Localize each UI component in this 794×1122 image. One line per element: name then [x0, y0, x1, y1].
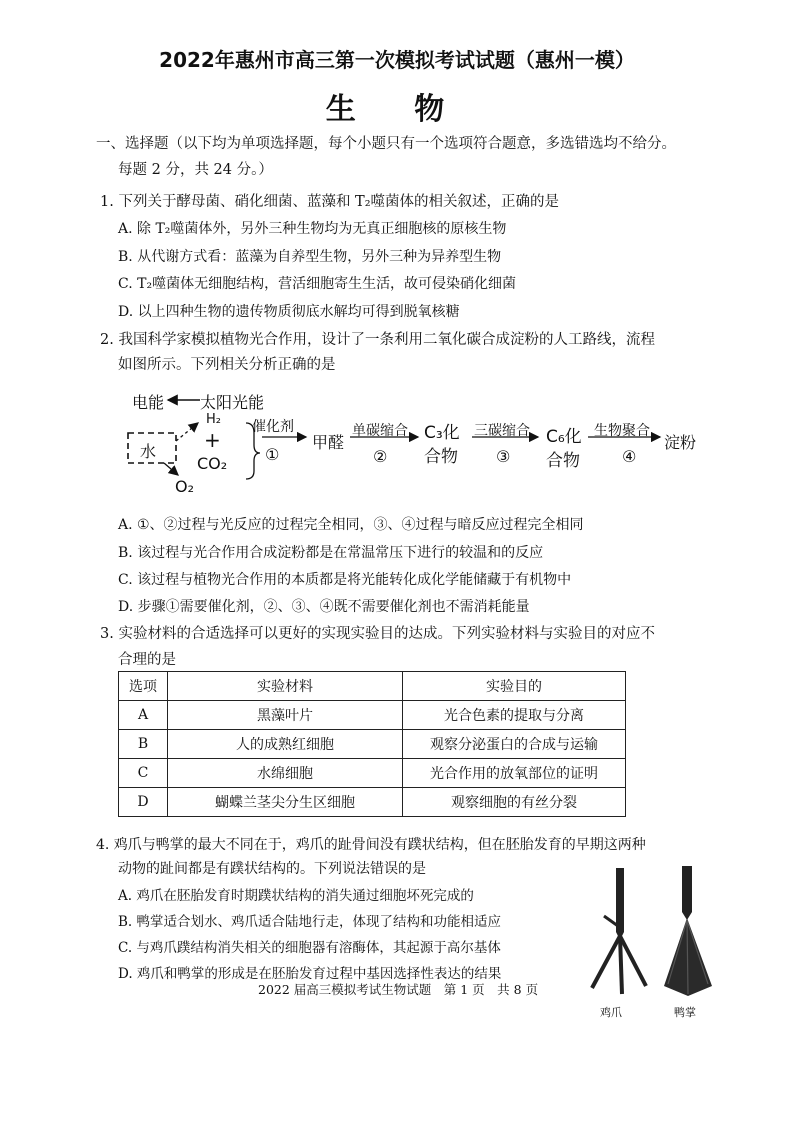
table-cell: 观察分泌蛋白的合成与运输 — [403, 730, 626, 759]
table-row — [119, 759, 626, 788]
label-electric-energy: 电能 — [132, 393, 165, 412]
q2-option-b: B. 该过程与光合作用合成淀粉都是在常温常压下进行的较温和的反应 — [118, 545, 544, 561]
q4-option-d: D. 鸡爪和鸭掌的形成是在胚胎发育过程中基因选择性表达的结果 — [118, 966, 502, 982]
chicken-foot-image — [592, 868, 646, 994]
label-c6-line2: 合物 — [546, 451, 580, 471]
label-bio-polymerization: 生物聚合 — [594, 423, 650, 439]
label-water: 水 — [140, 442, 157, 461]
table-cell: C — [119, 759, 168, 788]
section-heading-line2: 每题 2 分，共 24 分。） — [118, 162, 273, 178]
table-cell: B — [119, 730, 168, 759]
subject-title: 生 物 — [325, 92, 469, 127]
caption-duck-foot: 鸭掌 — [674, 1006, 696, 1019]
q4-option-a: A. 鸡爪在胚胎发育时期蹼状结构的消失通过细胞坏死完成的 — [118, 888, 474, 904]
label-single-carbon: 单碳缩合 — [352, 423, 408, 439]
exam-title: 2022年惠州市高三第一次模拟考试试题（惠州一模） — [159, 48, 635, 72]
question-3-stem-line2: 合理的是 — [118, 652, 176, 668]
label-co2: CO₂ — [197, 454, 228, 473]
experiment-table — [118, 671, 626, 817]
question-2-stem-line2: 如图所示。下列相关分析正确的是 — [118, 357, 336, 373]
label-plus: + — [204, 428, 221, 452]
label-step-4: ④ — [622, 447, 637, 466]
table-cell: 水绵细胞 — [168, 759, 403, 788]
duck-foot-image — [664, 866, 712, 996]
q1-option-b: B. 从代谢方式看：蓝藻为自养型生物，另外三种为异养型生物 — [118, 249, 502, 265]
table-cell: A — [119, 701, 168, 730]
question-2-stem-line1: 2. 我国科学家模拟植物光合作用，设计了一条利用二氧化碳合成淀粉的人工路线，流程 — [100, 332, 655, 348]
table-header-row — [119, 672, 626, 701]
q2-option-c: C. 该过程与植物光合作用的本质都是将光能转化成化学能储藏于有机物中 — [118, 572, 572, 588]
label-c3-line2: 合物 — [424, 447, 458, 467]
label-starch: 淀粉 — [664, 433, 697, 452]
question-1-stem: 1. 下列关于酵母菌、硝化细菌、蓝藻和 T₂噬菌体的相关叙述，正确的是 — [100, 194, 560, 210]
table-row — [119, 788, 626, 817]
label-three-carbon: 三碳缩合 — [474, 423, 530, 439]
table-header: 选项 — [119, 672, 168, 701]
q4-option-c: C. 与鸡爪蹼结构消失相关的细胞器有溶酶体，其起源于高尔基体 — [118, 940, 501, 956]
q1-option-c: C. T₂噬菌体无细胞结构，营活细胞寄生生活，故可侵染硝化细菌 — [118, 276, 517, 292]
table-row — [119, 730, 626, 759]
table-cell: 人的成熟红细胞 — [168, 730, 403, 759]
q1-option-d: D. 以上四种生物的遗传物质彻底水解均可得到脱氧核糖 — [118, 304, 460, 320]
label-formaldehyde: 甲醛 — [312, 433, 345, 452]
label-h2: H₂ — [206, 412, 221, 427]
label-o2: O₂ — [175, 477, 195, 496]
q2-option-a: A. ①、②过程与光反应的过程完全相同，③、④过程与暗反应过程完全相同 — [118, 517, 584, 533]
q2-option-d: D. 步骤①需要催化剂，②、③、④既不需要催化剂也不需消耗能量 — [118, 599, 530, 615]
question-4-stem-line2: 动物的趾间都是有蹼状结构的。下列说法错误的是 — [118, 861, 426, 877]
table-header: 实验材料 — [168, 672, 403, 701]
caption-chicken-foot: 鸡爪 — [600, 1006, 622, 1019]
label-solar-energy: 太阳光能 — [200, 393, 265, 412]
question-4-stem-line1: 4. 鸡爪与鸭掌的最大不同在于，鸡爪的趾骨间没有蹼状结构，但在胚胎发育的早期这两种 — [96, 837, 646, 853]
table-cell: 光合色素的提取与分离 — [403, 701, 626, 730]
page-footer: 2022 届高三模拟考试生物试题 第 1 页 共 8 页 — [258, 982, 539, 997]
label-step-2: ② — [373, 447, 388, 466]
table-row — [119, 701, 626, 730]
question-3-stem-line1: 3. 实验材料的合适选择可以更好的实现实验目的达成。下列实验材料与实验目的对应不 — [100, 626, 655, 642]
table-cell: 光合作用的放氧部位的证明 — [403, 759, 626, 788]
table-cell: D — [119, 788, 168, 817]
label-step-1: ① — [265, 445, 280, 464]
table-cell: 蝴蝶兰茎尖分生区细胞 — [168, 788, 403, 817]
table-cell: 观察细胞的有丝分裂 — [403, 788, 626, 817]
section-heading-line1: 一、选择题（以下均为单项选择题，每个小题只有一个选项符合题意，多选错选均不给分。 — [96, 136, 676, 152]
q4-option-b: B. 鸭掌适合划水、鸡爪适合陆地行走，体现了结构和功能相适应 — [118, 914, 502, 930]
table-cell: 黑藻叶片 — [168, 701, 403, 730]
label-catalyst: 催化剂 — [252, 419, 294, 435]
label-c6-line1: C₆化 — [546, 427, 582, 447]
q1-option-a: A. 除 T₂噬菌体外，另外三种生物均为无真正细胞核的原核生物 — [118, 221, 507, 237]
feet-illustration — [580, 862, 730, 1002]
label-step-3: ③ — [496, 447, 511, 466]
table-header: 实验目的 — [403, 672, 626, 701]
label-c3-line1: C₃化 — [424, 423, 460, 443]
